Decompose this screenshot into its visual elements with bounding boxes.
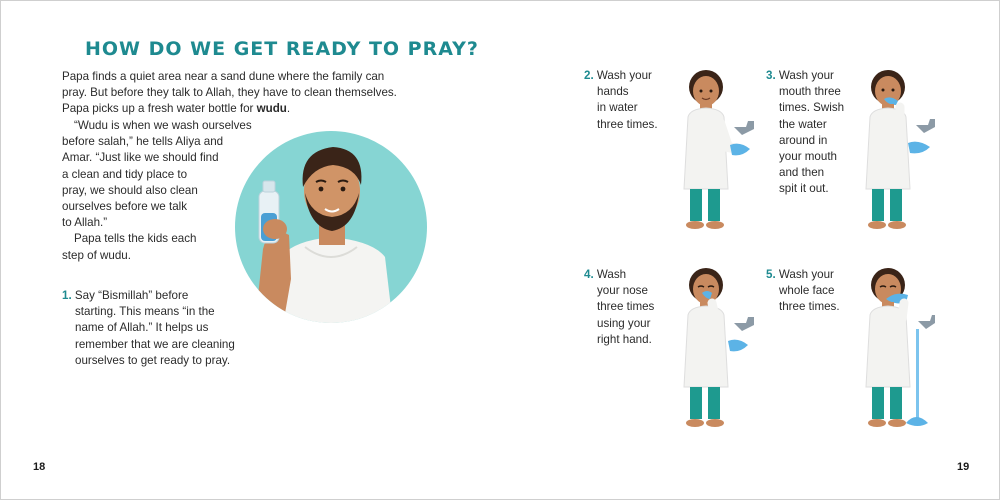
- step-text-line: name of Allah.” It helps us: [75, 321, 209, 335]
- child-washing-face-illustration: [856, 263, 936, 435]
- intro-text: Papa finds a quiet area near a sand dune where the family can pray. But before they talk to Allah, they have to clean themselves. Papa picks up a fresh water bottle for: [62, 70, 397, 116]
- step-text-line: spit it out.: [779, 182, 829, 196]
- child-washing-mouth-illustration: [856, 65, 936, 237]
- quote-line: ourselves before we talk: [62, 200, 188, 214]
- step-text-line: Wash your: [596, 69, 652, 82]
- step-text-line: ourselves to get ready to pray.: [75, 353, 231, 367]
- step-text-line: three times.: [597, 117, 658, 131]
- quote-line: before salah,” he tells Aliya and: [62, 135, 224, 149]
- intro-end: .: [286, 102, 291, 116]
- step-text-line: whole face: [779, 284, 835, 298]
- quote-line: to Allah.”: [62, 216, 108, 230]
- step-text-line: mouth three: [779, 85, 841, 99]
- step-text-line: and then: [779, 166, 825, 180]
- step-text-line: times. Swish: [779, 101, 845, 115]
- step-text-line: Wash: [596, 268, 627, 281]
- papa-line: Papa tells the kids each: [74, 232, 197, 246]
- step-text-line: remember that we are cleaning: [75, 337, 235, 351]
- step-text-line: three times.: [779, 300, 840, 314]
- step-number: 2.: [584, 69, 594, 82]
- step-number: 3.: [766, 69, 776, 82]
- step-text-line: Wash your: [778, 69, 834, 82]
- step-text-line: starting. This means “in the: [75, 305, 215, 319]
- intro-bold-word: wudu: [256, 102, 287, 116]
- step-number: 1.: [62, 289, 72, 302]
- step-text-line: your nose: [597, 284, 648, 298]
- page-number: 18: [33, 461, 46, 473]
- step-1: [62, 288, 252, 369]
- left-page: [1, 1, 500, 499]
- quote-line: Amar. “Just like we should find: [62, 151, 219, 165]
- quote-line: “Wudu is when we wash ourselves: [74, 119, 252, 132]
- page-number: 19: [957, 461, 970, 473]
- step-4: [584, 267, 676, 348]
- step-text-line: three times: [597, 300, 655, 314]
- step-text: Say “Bismillah” before: [74, 289, 189, 302]
- step-3: [766, 68, 861, 198]
- child-washing-hands-illustration: [676, 65, 756, 237]
- step-text-line: hands: [597, 85, 629, 99]
- page-title: HOW DO WE GET READY TO PRAY?: [85, 38, 479, 60]
- step-text-line: the water: [779, 117, 827, 131]
- step-number: 4.: [584, 268, 594, 281]
- child-washing-nose-illustration: [676, 263, 756, 435]
- step-text-line: in water: [597, 101, 638, 115]
- step-5: [766, 267, 861, 316]
- step-2: [584, 68, 676, 133]
- intro-paragraph: [62, 69, 407, 118]
- step-text-line: right hand.: [597, 332, 652, 346]
- quote-line: pray, we should also clean: [62, 183, 198, 197]
- quote-line: a clean and tidy place to: [62, 167, 188, 181]
- quote-paragraph: [62, 118, 262, 264]
- step-number: 5.: [766, 268, 776, 281]
- step-text-line: your mouth: [779, 150, 837, 164]
- papa-illustration: [233, 129, 429, 325]
- step-text-line: Wash your: [778, 268, 834, 281]
- step-text-line: around in: [779, 133, 828, 147]
- papa-line: step of wudu.: [62, 248, 131, 262]
- step-text-line: using your: [597, 316, 651, 330]
- right-page: [501, 1, 999, 499]
